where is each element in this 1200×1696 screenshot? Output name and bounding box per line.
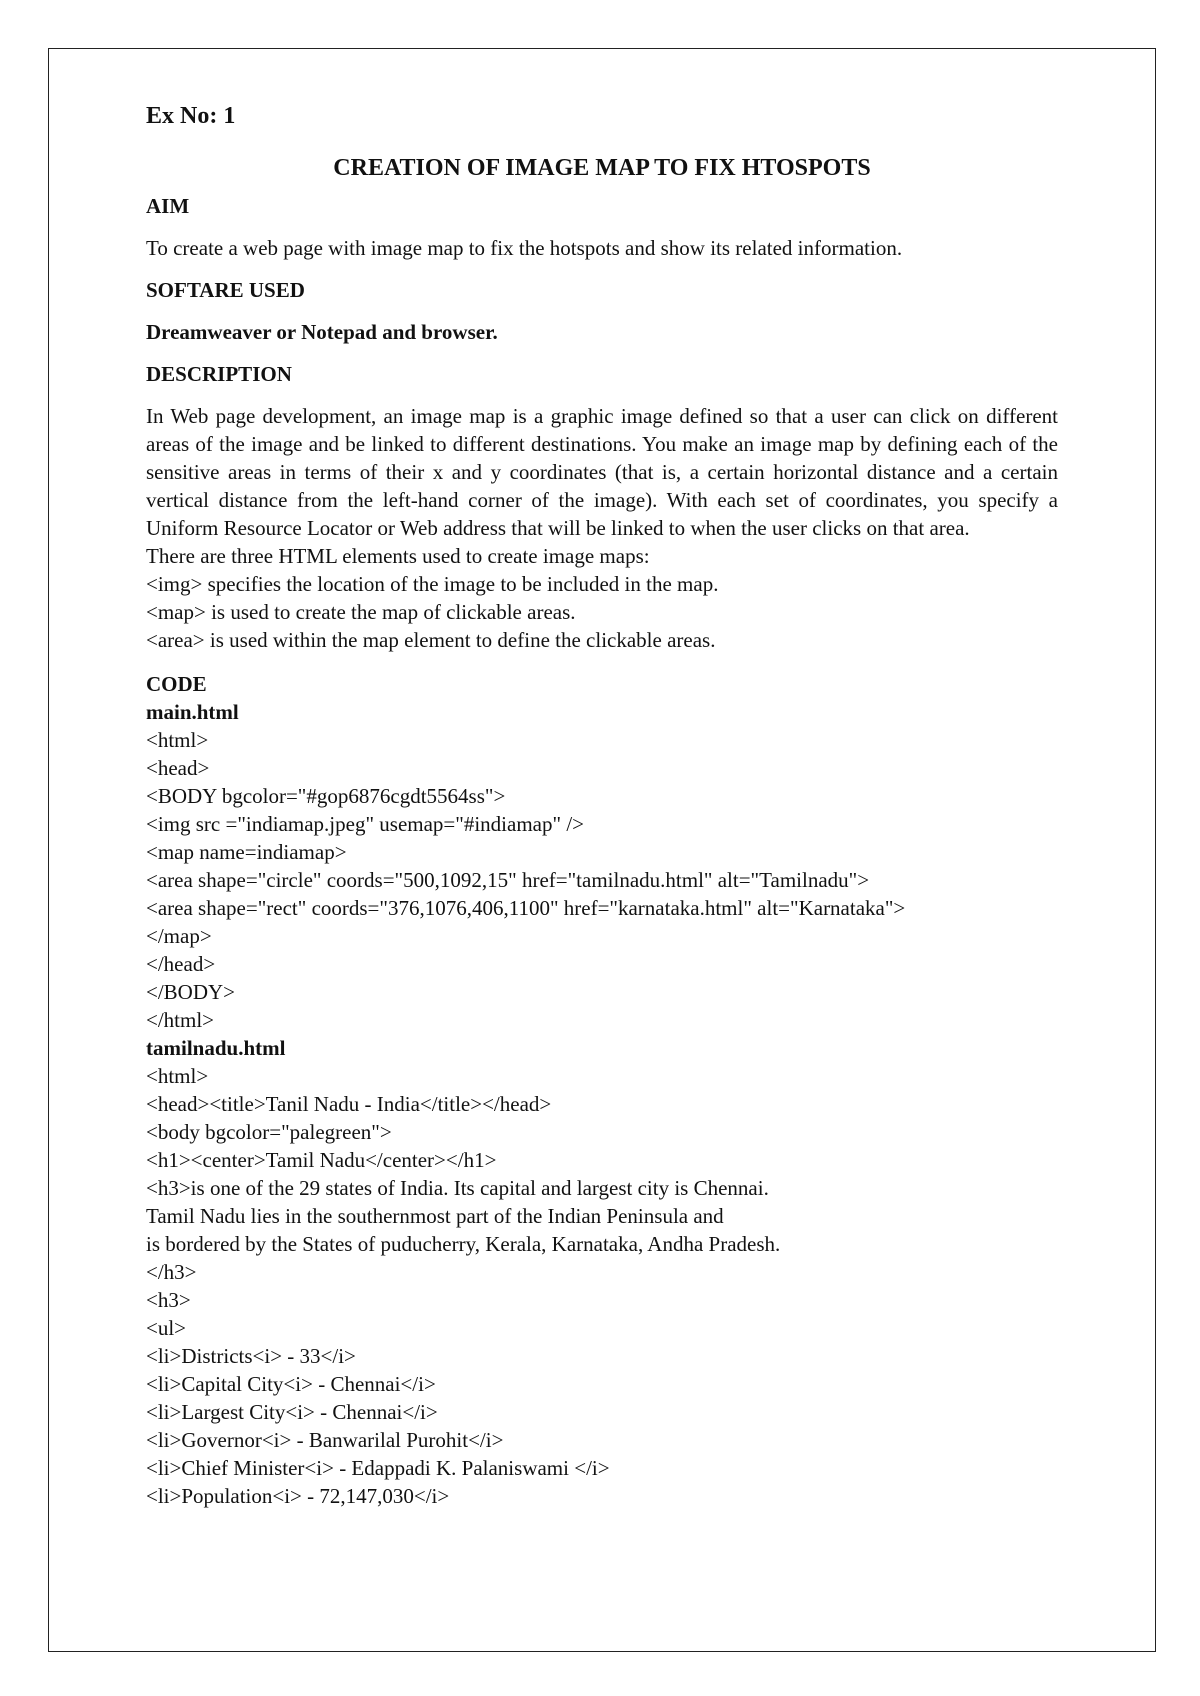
description-line: <img> specifies the location of the image to be included in the map. [146,572,719,596]
code-line: </h3> [146,1260,197,1284]
code-line: <html> [146,1064,209,1088]
exercise-number: Ex No: 1 [146,103,236,129]
description-line: There are three HTML elements used to create image maps: [146,544,650,568]
code-line: <li>Districts<i> - 33</i> [146,1344,356,1368]
code-heading: CODE [146,672,207,696]
code-line: <h3> [146,1288,191,1312]
code-line: <h3>is one of the 29 states of India. Its capital and largest city is Chennai. [146,1176,769,1200]
code-line: <body bgcolor="palegreen"> [146,1120,392,1144]
code-line: </BODY> [146,980,236,1004]
code-line: </map> [146,924,212,948]
code-line: <li>Population<i> - 72,147,030</i> [146,1484,450,1508]
code-line: <li>Largest City<i> - Chennai</i> [146,1400,438,1424]
software-heading: SOFTARE USED [146,278,305,302]
code-line: </head> [146,952,216,976]
code-line: Tamil Nadu lies in the southernmost part of the Indian Peninsula and [146,1204,724,1228]
code-filename: tamilnadu.html [146,1036,286,1060]
code-line: <map name=indiamap> [146,840,347,864]
code-line: <area shape="rect" coords="376,1076,406,1100" href="karnataka.html" alt="Karnataka"> [146,896,906,920]
code-line: <html> [146,728,209,752]
code-line: <area shape="circle" coords="500,1092,15" href="tamilnadu.html" alt="Tamilnadu"> [146,868,870,892]
document-title: CREATION OF IMAGE MAP TO FIX HTOSPOTS [333,155,871,181]
document-content [146,100,1058,1510]
description-line: <area> is used within the map element to define the clickable areas. [146,628,716,652]
description-heading: DESCRIPTION [146,362,292,386]
code-line: <head><title>Tanil Nadu - India</title></head> [146,1092,552,1116]
code-line: is bordered by the States of puducherry, Kerala, Karnataka, Andha Pradesh. [146,1232,781,1256]
code-line: <img src ="indiamap.jpeg" usemap="#indiamap" /> [146,812,584,836]
aim-text: To create a web page with image map to fix the hotspots and show its related information. [146,236,903,260]
code-line: <head> [146,756,210,780]
software-text: Dreamweaver or Notepad and browser. [146,320,498,344]
description-paragraph: In Web page development, an image map is a graphic image defined so that a user can click on different areas of the image and be linked to different destinations. You make an image map by defining each of the sensitive areas in terms of their x and y coordinates (that is, a certain horizontal distance and a certain vertical distance from the left-hand corner of the image). With each set of coordinates, you specify a Uniform Resource Locator or Web address that will be linked to when the user clicks on that area. [146,404,1058,540]
description-line: <map> is used to create the map of clickable areas. [146,600,576,624]
code-line: <li>Capital City<i> - Chennai</i> [146,1372,436,1396]
code-line: </html> [146,1008,215,1032]
code-filename: main.html [146,700,239,724]
code-line: <li>Governor<i> - Banwarilal Purohit</i> [146,1428,504,1452]
aim-heading: AIM [146,194,190,218]
code-line: <BODY bgcolor="#gop6876cgdt5564ss"> [146,784,506,808]
code-line: <h1><center>Tamil Nadu</center></h1> [146,1148,497,1172]
code-line: <li>Chief Minister<i> - Edappadi K. Palaniswami </i> [146,1456,610,1480]
code-line: <ul> [146,1316,187,1340]
